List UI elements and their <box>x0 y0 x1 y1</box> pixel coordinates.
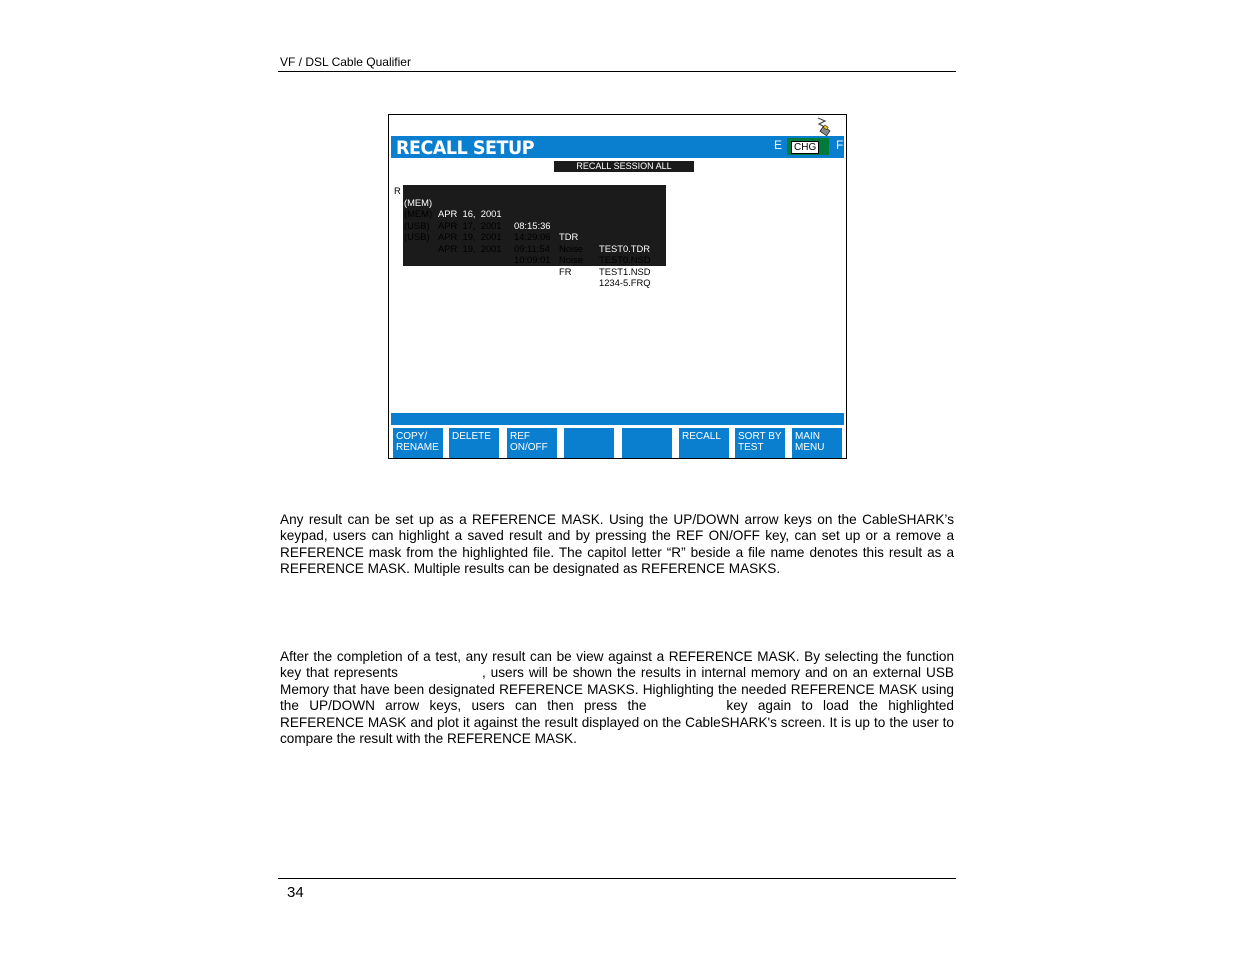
battery-charging-label: CHG <box>791 141 819 154</box>
title-bar <box>391 136 844 158</box>
file-test-type: Noise <box>559 254 583 265</box>
file-time: 09:11:54 <box>514 242 550 254</box>
page-number: 34 <box>287 884 304 901</box>
function-keys <box>393 428 844 458</box>
battery-full-label: F <box>836 138 844 152</box>
sort-by-test-key[interactable]: SORT BY TEST <box>735 428 785 458</box>
battery-indicator <box>787 138 829 155</box>
ref-on-off-key[interactable]: REF ON/OFF <box>507 428 557 458</box>
paragraph-text: key again to load the highlighted REFERENCE MASK and plot it against the result displayed on the CableSHARK's screen. It is up to the user to compare the result with the REFERENCE MASK. <box>280 698 954 747</box>
file-date: APR 17, 2001 <box>438 219 502 231</box>
footer-rule <box>278 878 956 879</box>
file-test-type: Noise <box>559 242 583 254</box>
file-list[interactable] <box>394 185 694 288</box>
session-banner: RECALL SESSION ALL <box>554 161 694 172</box>
file-source: (MEM) <box>404 196 433 208</box>
reference-marker: R <box>394 185 401 196</box>
main-menu-key[interactable]: MAIN MENU <box>792 428 842 458</box>
file-source: (MEM) <box>404 208 433 219</box>
usb-plug-icon <box>812 117 832 137</box>
copy-rename-key[interactable]: COPY/ RENAME <box>393 428 443 458</box>
recall-key[interactable]: RECALL <box>679 428 729 458</box>
reference-mask-paragraph: Any result can be set up as a REFERENCE MASK. Using the UP/DOWN arrow keys on the CableSHARK’s keypad, users can highlight a saved result and by pressing the REF ON/OFF key, can set up or a remove a REFERENCE mask from the highlighted file. The capitol letter “R” beside a file name denotes this result as a REFERENCE MASK. Multiple results can be designated as REFERENCE MASKS. <box>280 512 954 577</box>
file-name: 1234-5.FRQ <box>599 277 651 288</box>
file-name: TEST1.NSD <box>599 265 651 277</box>
file-test-type: FR <box>559 265 572 277</box>
document-header-title: VF / DSL Cable Qualifier <box>280 55 411 69</box>
function-key-bar <box>391 413 844 425</box>
blank-key-5[interactable] <box>622 428 672 458</box>
paragraph-text: , users will be shown the results in internal memory and on an external USB Memory that have been designated REFERENCE MASKS. Highlighting the needed REFERENCE MASK using the UP/DOWN arrow keys, users can then press the <box>280 665 954 714</box>
file-time: 14:29:06 <box>514 231 551 242</box>
file-date: APR 19, 2001 <box>438 242 502 254</box>
delete-key[interactable]: DELETE <box>449 428 499 458</box>
file-date: APR 16, 2001 <box>438 208 502 219</box>
file-source: (USB) <box>404 219 430 231</box>
battery-empty-label: E <box>774 138 783 152</box>
file-name: TEST0.TDR <box>599 242 651 254</box>
file-time: 08:15:36 <box>514 219 551 231</box>
paragraph-text: After the completion of a test, any result can be view against a REFERENCE MASK. By selecting the function key that represents <box>280 649 954 681</box>
header-rule <box>278 71 956 72</box>
blank-key-4[interactable] <box>564 428 614 458</box>
file-time: 10:09:01 <box>514 254 551 265</box>
file-name: TEST0.NSD <box>599 254 651 265</box>
screen-title: RECALL SETUP <box>396 137 535 159</box>
device-screen <box>388 114 847 459</box>
file-date: APR 19, 2001 <box>438 231 502 242</box>
file-test-type: TDR <box>559 231 579 242</box>
file-source: (USB) <box>404 231 430 242</box>
view-against-mask-paragraph <box>280 649 954 747</box>
